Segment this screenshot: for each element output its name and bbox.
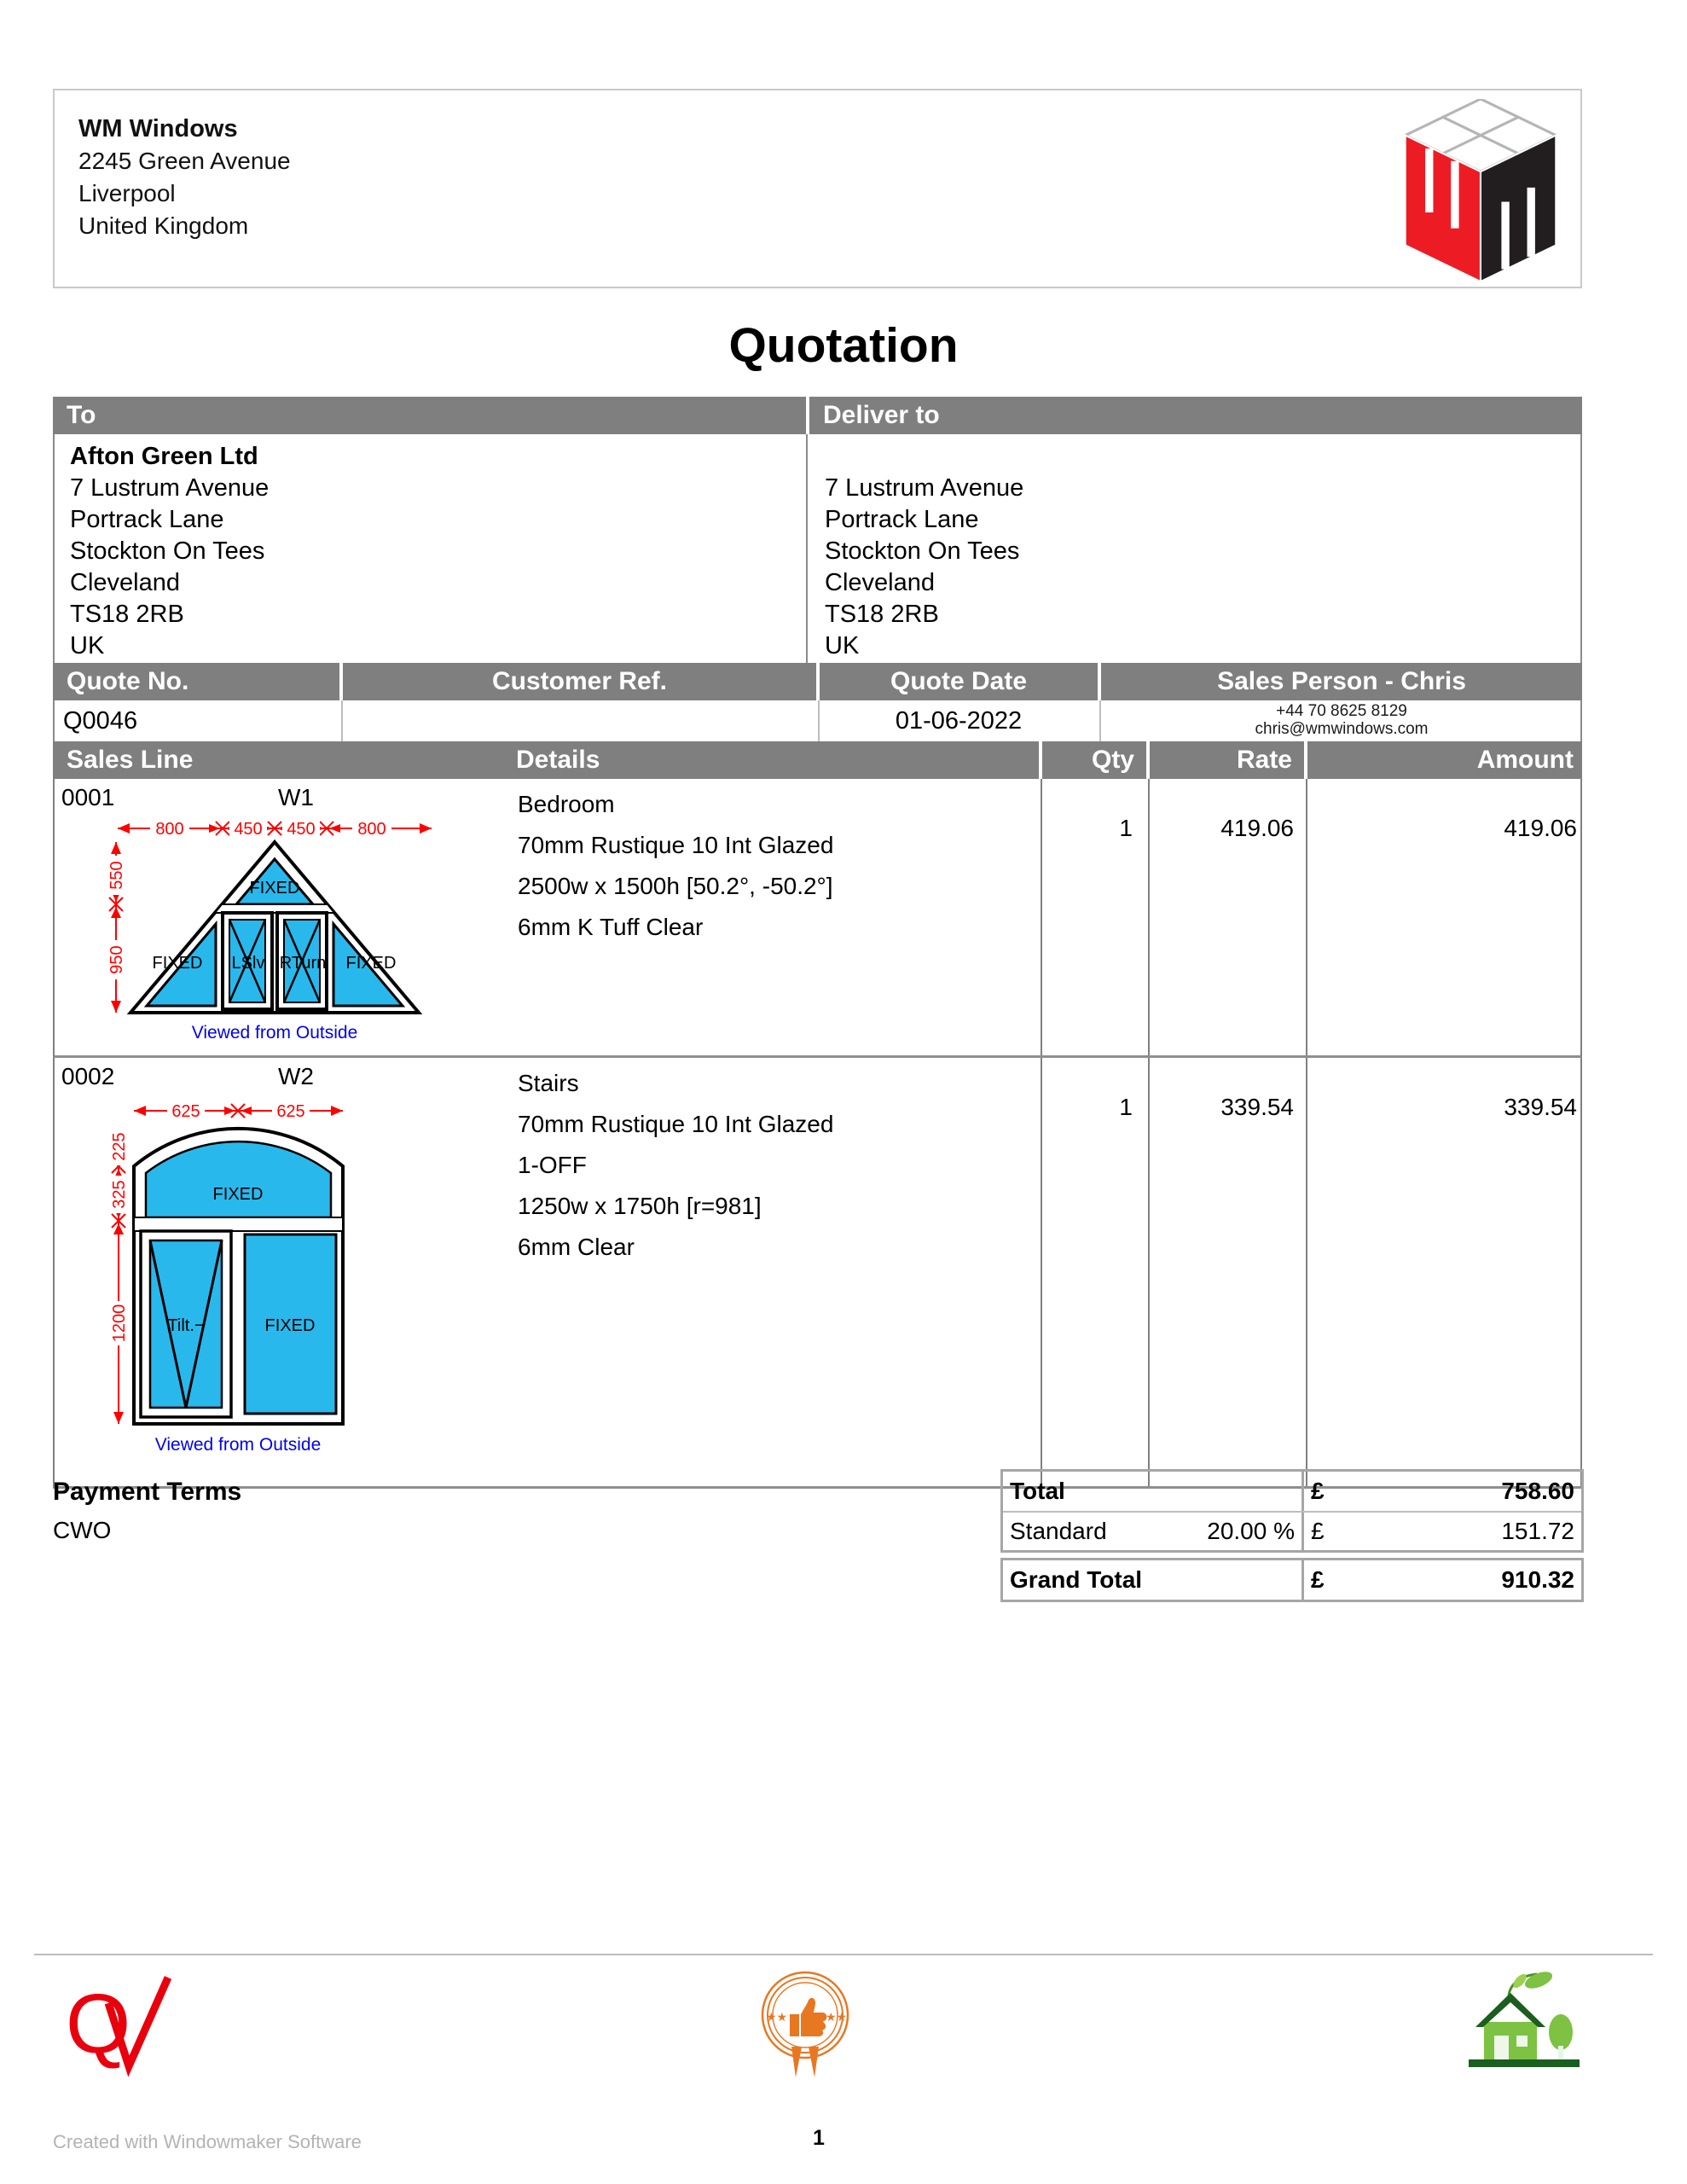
detail-line: 6mm K Tuff Clear bbox=[518, 914, 704, 940]
quote-meta-header-bar bbox=[53, 663, 1582, 700]
rate-value: 419.06 bbox=[1220, 815, 1294, 841]
tax-rate: 20.00 % bbox=[1207, 1518, 1295, 1544]
grand-total-label: Grand Total bbox=[1010, 1566, 1143, 1593]
location: Stairs bbox=[518, 1070, 579, 1096]
stars-left: ★★ bbox=[766, 2010, 788, 2024]
window-drawing-w2 bbox=[61, 1095, 437, 1462]
address-line: Stockton On Tees bbox=[70, 537, 265, 565]
sales-person-header: Sales Person - Chris bbox=[1098, 663, 1582, 700]
stars-right: ★★ bbox=[826, 2010, 848, 2024]
quote-number-value: Q0046 bbox=[63, 707, 138, 735]
dim-label: 550 bbox=[107, 861, 126, 890]
document-title: Quotation bbox=[728, 318, 959, 373]
currency-symbol: £ bbox=[1311, 1518, 1325, 1544]
window-ref: W2 bbox=[278, 1063, 314, 1089]
company-address-line: United Kingdom bbox=[78, 212, 249, 239]
pane-label: FIXED bbox=[249, 879, 300, 897]
totals-table bbox=[1000, 1469, 1584, 1602]
payment-terms-heading: Payment Terms bbox=[53, 1478, 242, 1506]
grand-total-value: 910.32 bbox=[1501, 1566, 1574, 1593]
tax-row bbox=[1003, 1511, 1581, 1550]
tax-amount: 151.72 bbox=[1501, 1518, 1574, 1544]
line-details bbox=[518, 1063, 1029, 1268]
address-line: Portrack Lane bbox=[825, 506, 979, 533]
detail-line: 70mm Rustique 10 Int Glazed bbox=[518, 832, 834, 858]
detail-line: 1-OFF bbox=[518, 1152, 587, 1178]
tree-crown bbox=[1549, 2014, 1573, 2050]
window-drawing-w1 bbox=[61, 815, 437, 1054]
dim-label: 625 bbox=[171, 1102, 200, 1121]
company-address-line: 2245 Green Avenue bbox=[78, 148, 291, 174]
currency-symbol: £ bbox=[1311, 1566, 1325, 1593]
total-value: 758.60 bbox=[1501, 1478, 1574, 1504]
column-divider bbox=[1041, 1058, 1042, 1486]
q-letter: Q bbox=[66, 1977, 131, 2071]
address-line: Cleveland bbox=[70, 569, 180, 596]
thumb-fist bbox=[790, 2014, 799, 2036]
letterhead bbox=[53, 89, 1582, 288]
sales-row-w2 bbox=[53, 1058, 1582, 1489]
pane-label: FIXED bbox=[152, 954, 203, 973]
sales-email: chris@wmwindows.com bbox=[1255, 720, 1429, 738]
house-body bbox=[1484, 2022, 1537, 2059]
amount-value: 339.54 bbox=[1504, 1094, 1577, 1120]
line-number: 0002 bbox=[61, 1063, 115, 1089]
column-divider bbox=[341, 700, 343, 741]
qty-value: 1 bbox=[1119, 815, 1133, 841]
address-line: UK bbox=[70, 632, 105, 659]
quote-date-value: 01-06-2022 bbox=[895, 707, 1023, 735]
ribbon-right bbox=[809, 2047, 819, 2077]
pane-label: FIXED bbox=[264, 1316, 316, 1335]
rate-header: Rate bbox=[1146, 741, 1304, 779]
footer-divider bbox=[34, 1954, 1653, 1955]
wm-cube-logo-icon bbox=[1405, 99, 1557, 282]
total-row bbox=[1003, 1472, 1581, 1511]
dim-label: 800 bbox=[155, 820, 184, 839]
pane-label: Tilt.¬ bbox=[167, 1316, 205, 1335]
eco-home-logo-icon bbox=[1460, 1969, 1588, 2073]
ground-bar bbox=[1469, 2059, 1580, 2067]
addresses-region bbox=[53, 434, 1582, 663]
sales-phone: +44 70 8625 8129 bbox=[1276, 702, 1407, 720]
detail-line: 6mm Clear bbox=[518, 1234, 635, 1260]
to-header: To bbox=[67, 401, 96, 429]
dim-label: 950 bbox=[107, 945, 126, 974]
address-line: UK bbox=[825, 632, 860, 659]
dim-label: 325 bbox=[110, 1180, 129, 1209]
dim-label: 1200 bbox=[110, 1304, 129, 1343]
address-line: TS18 2RB bbox=[70, 601, 184, 628]
currency-symbol: £ bbox=[1311, 1478, 1325, 1504]
pane-label: LSlv bbox=[231, 954, 265, 973]
pane-label: FIXED bbox=[345, 954, 397, 973]
parties-header-bar bbox=[53, 397, 1582, 434]
address-blank-line bbox=[825, 441, 1568, 473]
detail-line: 1250w x 1750h [r=981] bbox=[518, 1193, 762, 1219]
address-line: Cleveland bbox=[825, 569, 935, 596]
sales-table-header-bar bbox=[53, 741, 1582, 779]
pane-label: RTurn bbox=[279, 954, 327, 973]
w2-transom bbox=[134, 1217, 343, 1231]
ribbon-left bbox=[791, 2047, 802, 2077]
created-with-note: Created with Windowmaker Software bbox=[53, 2131, 362, 2152]
detail-line: 70mm Rustique 10 Int Glazed bbox=[518, 1111, 834, 1137]
address-line: 7 Lustrum Avenue bbox=[825, 474, 1024, 502]
w2-top-dimension bbox=[134, 1104, 343, 1118]
tree-trunk bbox=[1558, 2046, 1563, 2061]
amount-value: 419.06 bbox=[1504, 815, 1577, 841]
bill-to-address bbox=[55, 434, 808, 663]
address-line: TS18 2RB bbox=[825, 601, 939, 628]
sales-row-w1 bbox=[53, 779, 1582, 1058]
column-divider bbox=[1148, 1058, 1150, 1486]
view-caption: Viewed from Outside bbox=[191, 1023, 358, 1043]
dim-label: 225 bbox=[110, 1132, 129, 1161]
house-door bbox=[1494, 2036, 1509, 2059]
company-address-line: Liverpool bbox=[78, 180, 176, 206]
detail-line: 2500w x 1500h [50.2°, -50.2°] bbox=[518, 873, 833, 899]
view-caption: Viewed from Outside bbox=[154, 1435, 322, 1455]
details-header-label: Details bbox=[516, 746, 600, 774]
house-window bbox=[1516, 2036, 1528, 2047]
dim-label: 625 bbox=[276, 1102, 305, 1121]
deliver-to-address bbox=[809, 434, 1584, 663]
address-line: Stockton On Tees bbox=[825, 537, 1020, 565]
sales-line-header bbox=[53, 741, 1039, 779]
w2-left-dimension bbox=[112, 1128, 125, 1424]
qty-value: 1 bbox=[1119, 1094, 1133, 1120]
dim-label: 800 bbox=[357, 820, 386, 839]
sales-person-contact bbox=[1099, 702, 1584, 738]
pane-label: FIXED bbox=[212, 1185, 264, 1204]
tax-label: Standard bbox=[1010, 1518, 1107, 1544]
payment-terms-value: CWO bbox=[53, 1517, 112, 1543]
location: Bedroom bbox=[518, 791, 615, 817]
address-line: 7 Lustrum Avenue bbox=[70, 474, 270, 502]
award-badge-icon bbox=[757, 1966, 853, 2082]
rate-value: 339.54 bbox=[1220, 1094, 1294, 1120]
leaf-large bbox=[1522, 1969, 1555, 1992]
line-number: 0001 bbox=[61, 784, 115, 810]
column-divider bbox=[1306, 1058, 1307, 1486]
grand-total-block bbox=[1000, 1558, 1584, 1602]
dim-label: 450 bbox=[234, 820, 263, 839]
deliver-to-header: Deliver to bbox=[806, 397, 1582, 434]
leaf-small bbox=[1511, 1972, 1529, 1990]
quote-meta-values bbox=[53, 700, 1582, 741]
quote-no-header: Quote No. bbox=[67, 667, 189, 695]
line-details bbox=[518, 784, 1029, 948]
address-line: Portrack Lane bbox=[70, 506, 224, 533]
dim-label: 450 bbox=[287, 820, 316, 839]
page-number: 1 bbox=[813, 2126, 825, 2150]
quality-q-logo-icon bbox=[64, 1971, 179, 2077]
quote-date-header: Quote Date bbox=[816, 663, 1098, 700]
company-address-block bbox=[78, 113, 291, 242]
thumbs-up-icon bbox=[801, 1998, 826, 2036]
subtotal-block bbox=[1000, 1469, 1584, 1553]
customer-ref-header: Customer Ref. bbox=[339, 663, 816, 700]
sales-line-header-label: Sales Line bbox=[67, 746, 194, 774]
amount-header: Amount bbox=[1304, 741, 1582, 779]
customer-name: Afton Green Ltd bbox=[70, 443, 258, 470]
total-label: Total bbox=[1010, 1478, 1065, 1504]
company-name: WM Windows bbox=[78, 115, 238, 142]
grand-total-row bbox=[1003, 1560, 1581, 1600]
qty-header: Qty bbox=[1039, 741, 1146, 779]
window-ref: W1 bbox=[278, 784, 314, 810]
